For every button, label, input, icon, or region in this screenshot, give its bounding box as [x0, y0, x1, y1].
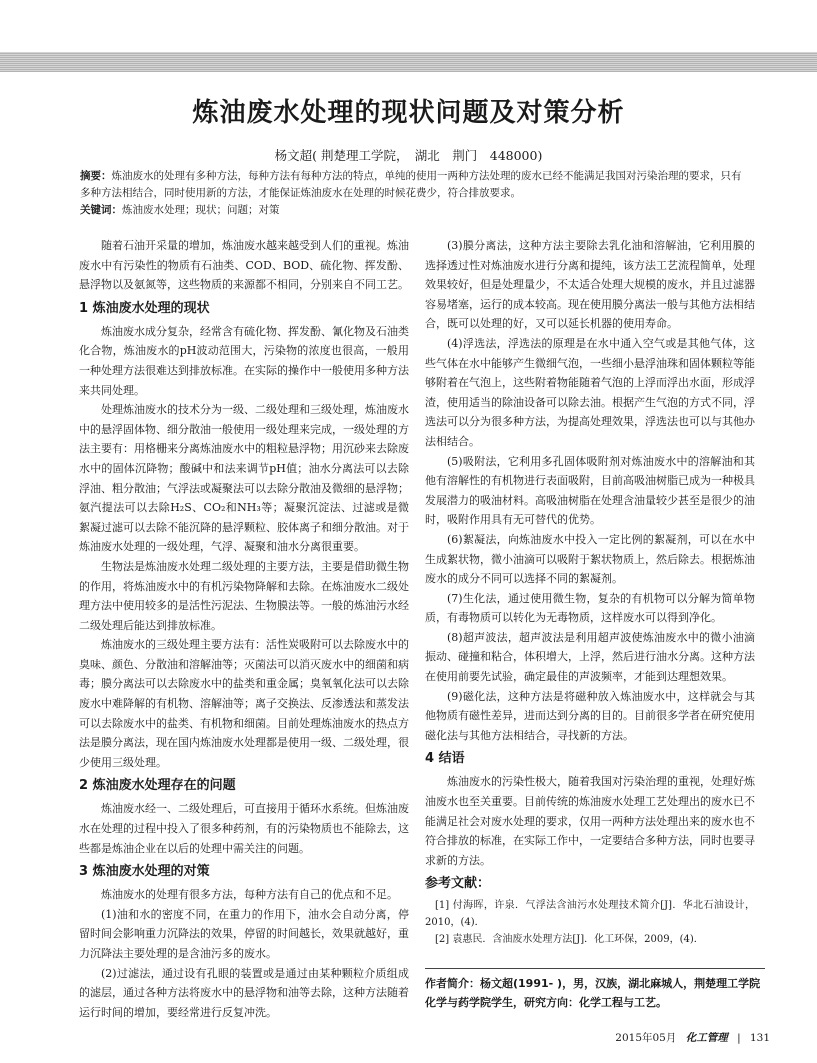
header-band: [0, 52, 817, 72]
footer-date: 2015年05月: [615, 1032, 677, 1044]
keywords-text: 炼油废水处理；现状；问题；对策: [122, 204, 280, 216]
paragraph: (1)油和水的密度不同，在重力的作用下，油水会自动分离，停留时间会影响重力沉降法的效果，停留的时间越长，效果就越好，重力沉降法主要处理的是含油污多的废水。: [79, 907, 409, 960]
paragraph: (4)浮选法，浮选法的原理是在水中通入空气或是其他气体，这些气体在水中能够产生微细气泡，一些细小悬浮油珠和固体颗粒等能够附着在气泡上，这些附着物能随着气泡的上浮而浮出水面，形成浮渣，使用适当的除油设备可以除去油。根据产生气泡的方式不同，浮选法可以分为很多种方法，为提高处理效果，浮选法也可以与其他办法相结合。: [425, 336, 755, 448]
paragraph: (8)超声波法，超声波法是利用超声波使炼油废水中的微小油滴振动、碰撞和粘合，体积增大，上浮，然后进行油水分离。这种方法在使用前要先试验，确定最佳的声波频率，才能到达理想效果。: [425, 630, 755, 684]
page-footer: [500, 1030, 770, 1045]
section-heading: 2 炼油废水处理存在的问题: [79, 778, 236, 794]
footer-journal: 化工管理: [685, 1032, 728, 1044]
right-column: [425, 236, 755, 948]
article-title: 炼油废水处理的现状问题及对策分析: [192, 98, 625, 128]
paragraph: (7)生化法，通过使用微生物，复杂的有机物可以分解为简单物质，有毒物质可以转化为无毒物质，这样废水可以得到净化。: [425, 591, 755, 625]
section-heading: 3 炼油废水处理的对策: [79, 864, 210, 880]
paragraph: 炼油废水经一、二级处理后，可直接用于循环水系统。但炼油废水在处理的过程中投入了很多种药剂，有的污染物质也不能除去，这些都是炼油企业在以后的处理中需关注的问题。: [79, 802, 409, 855]
paragraph: 生物法是炼油废水处理二级处理的主要方法，主要是借助微生物的作用，将炼油废水中的有机污染物降解和去除。在炼油废水二级处理方法中使用较多的是活性污泥法、生物膜法等。一般的炼油污水经二级处理后能达到排放标准。: [79, 559, 409, 632]
paragraph: 炼油废水的污染性极大，随着我国对污染治理的重视，处理好炼油废水也至关重要。目前传统的炼油废水处理工艺处理出的废水已不能满足社会对废水处理的要求，仅用一两种方法处理出来的废水也不符合排放的标准，在实际工作中，一定要结合多种方法，同时也要寻求新的方法。: [425, 775, 755, 867]
section-heading: 4 结语: [425, 751, 465, 767]
footer-separator: |: [737, 1032, 741, 1044]
paragraph: 炼油废水的处理有很多方法，每种方法有自己的优点和不足。: [101, 888, 398, 902]
section-heading: 1 炼油废水处理的现状: [79, 300, 210, 316]
abstract-line: [80, 168, 750, 202]
reference-item: [2] 袁惠民．含油废水处理方法[J]．化工环保，2009，(4)．: [435, 934, 704, 946]
abstract-block: [80, 168, 750, 219]
page-number: 131: [749, 1032, 770, 1044]
paragraph: 随着石油开采量的增加，炼油废水越来越受到人们的重视。炼油废水中有污染性的物质有石油类、COD、BOD、硫化物、挥发酚、悬浮物以及氨氮等，这些物质的来源都不相同，分别来自不同工艺。: [79, 239, 409, 292]
paragraph: (9)磁化法，这种方法是将磁种放入炼油废水中，这样就会与其他物质有磁性差异，进而达到分离的目的。目前很多学者在研究使用磁化法与其他方法相结合，寻找新的方法。: [425, 689, 755, 742]
reference-item: [1] 付海晖，许泉．气浮法含油污水处理技术简介[J]．华北石油设计，2010，(4)．: [425, 900, 755, 929]
paragraph: (2)过滤法，通过设有孔眼的装置或是通过由某种颗粒介质组成的滤层，通过各种方法将废水中的悬浮物和油等去除，这种方法随着运行时间的增加，要经常进行反复冲洗。: [79, 966, 409, 1019]
paragraph: (6)絮凝法，向炼油废水中投入一定比例的絮凝剂，可以在水中生成絮状物，微小油滴可以吸附于絮状物质上，然后除去。根据炼油废水的成分不同可以选择不同的絮凝剂。: [425, 532, 755, 586]
paragraph: 炼油废水的三级处理主要方法有：活性炭吸附可以去除废水中的臭味、颜色、分散油和溶解油等；灭菌法可以消灭废水中的细菌和病毒；膜分离法可以去除废水中的盐类和重金属；臭氧氧化法可以去除废水中难降解的有机物、溶解油等；离子交换法、反渗透法和蒸发法可以去除废水中的盐类、有机物和细菌。目前处理炼油废水的热点方法是膜分离法，现在国内炼油废水处理都是使用一级、二级处理，很少使用三级处理。: [79, 638, 409, 769]
abstract-text: 炼油废水的处理有多种方法，每种方法有每种方法的特点，单纯的使用一两种方法处理的废水已经不能满足我国对污染治理的要求，只有多种方法相结合，同时使用新的方法，才能保证炼油废水在处理的时候花费少，符合排放要求。: [80, 170, 742, 199]
references-heading: 参考文献：: [425, 876, 491, 892]
author-byline: 杨文超( 荆楚理工学院， 湖北 荆门 448000): [274, 148, 543, 163]
left-column: [79, 236, 409, 1022]
paragraph: 炼油废水成分复杂，经常含有硫化物、挥发酚、氰化物及石油类化合物，炼油废水的pH波动范围大，污染物的浓度也很高，一般用一种处理方法很难达到排放标准。在实际的操作中一般使用多种方法来共同处理。: [79, 324, 409, 397]
keywords-label: 关键词：: [80, 204, 122, 216]
paragraph: (5)吸附法，它利用多孔固体吸附剂对炼油废水中的溶解油和其他有溶解性的有机物进行表面吸附，目前高吸油树脂已成为一种极具发展潜力的吸油材料。高吸油树脂在处理含油量较少甚至是很少的油时，吸附作用具有无可替代的优势。: [425, 454, 755, 527]
author-note: 作者简介：杨文超(1991- )，男，汉族，湖北麻城人，荆楚理工学院化学与药学院学生，研究方向：化学工程与工艺。: [425, 968, 765, 1012]
paragraph: (3)膜分离法，这种方法主要除去乳化油和溶解油，它利用膜的选择透过性对炼油废水进行分离和提纯，该方法工艺流程简单，处理效果较好，但是处理量少，不太适合处理大规模的废水，并且过滤器容易堵塞，运行的成本较高。现在使用膜分离法一般与其他方法相结合，既可以处理的好，又可以延长机器的使用寿命。: [425, 239, 755, 331]
keywords-line: [80, 202, 750, 219]
paragraph: 处理炼油废水的技术分为一级、二级处理和三级处理，炼油废水中的悬浮固体物、细分散油一般使用一级处理来完成，一级处理的方法主要有：用格栅来分离炼油废水中的粗粒悬浮物；用沉砂来去除废水中的固体沉降物；酸碱中和法来调节pH值；油水分离法可以去除浮油、粗分散油；气浮法或凝聚法可以去除分散油及微细的悬浮物；氨汽提法可以去除H₂S、CO₂和NH₃等；凝聚沉淀法、过滤或是微絮凝过滤可以去除不能沉降的悬浮颗粒、胶体离子和细分散油。对于炼油废水处理的一级处理，气浮、凝聚和油水分离很重要。: [79, 403, 409, 554]
abstract-label: 摘要：: [80, 170, 112, 182]
